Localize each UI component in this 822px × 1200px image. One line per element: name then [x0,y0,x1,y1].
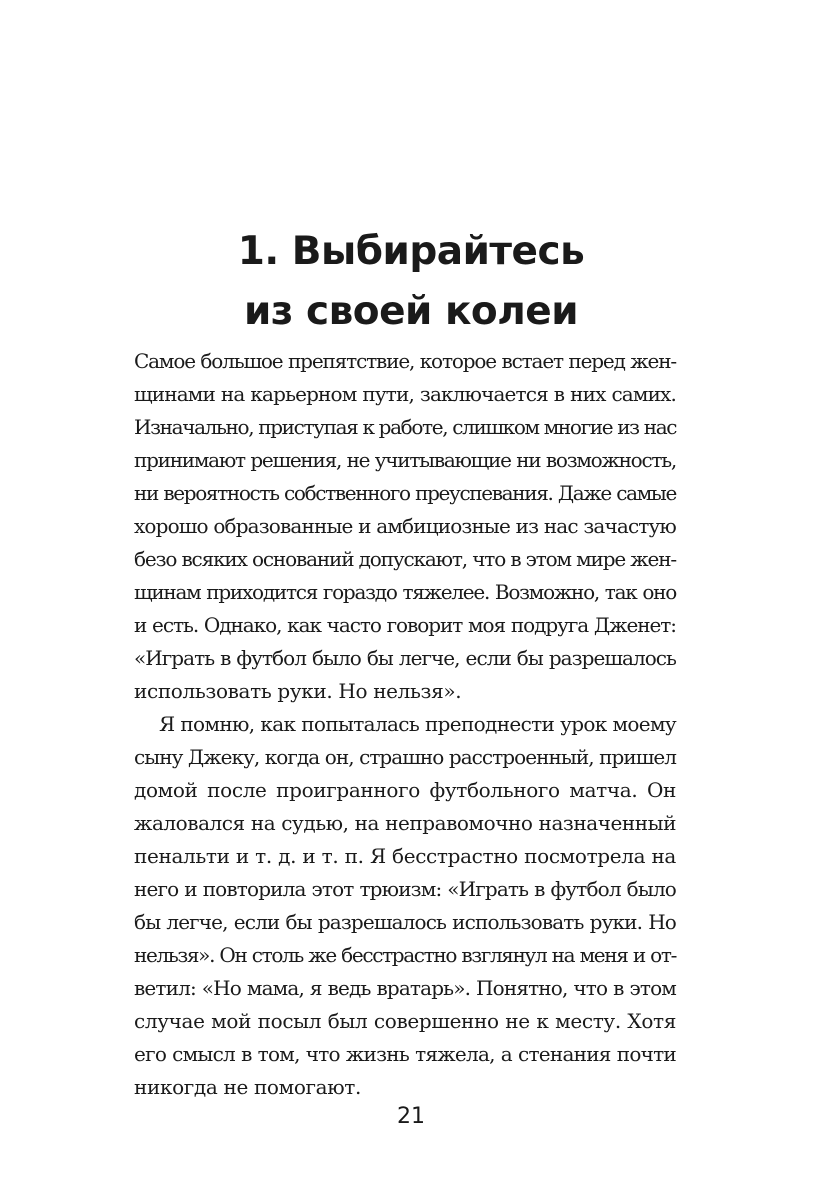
text-line: Самое большое препятствие, которое встает перед жен- [134,349,676,373]
chapter-title [0,222,822,342]
text-line: и есть. Однако, как часто говорит моя подруга Дженет: [134,613,676,637]
text-line: бы легче, если бы разрешалось использовать руки. Но [134,910,676,934]
text-line: Изначально, приступая к работе, слишком многие из нас [134,415,677,439]
body-text [134,345,676,1104]
text-line: нельзя». Он столь же бесстрастно взглянул на меня и от- [134,943,676,967]
text-line: домой после проигранного футбольного матча. Он [134,778,676,802]
text-line: жаловался на судью, на неправомочно назначенный [134,811,676,835]
chapter-title-line-2: из своей колеи [243,289,579,334]
text-line: никогда не помогают. [134,1075,362,1099]
text-line: пенальти и т. д. и т. п. Я бесстрастно посмотрела на [134,844,676,868]
paragraph-1 [134,345,676,708]
text-line: него и повторила этот трюизм: «Играть в футбол было [134,877,676,901]
text-line: сыну Джеку, когда он, страшно расстроенный, пришел [134,745,676,769]
text-line: безо всяких оснований допускают, что в этом мире жен- [134,547,676,571]
paragraph-2 [134,708,676,1104]
text-line: «Играть в футбол было бы легче, если бы разрешалось [134,646,676,670]
text-line: случае мой посыл был совершенно не к месту. Хотя [134,1009,676,1033]
text-line: щинам приходится гораздо тяжелее. Возможно, так оно [134,580,676,604]
text-line: ветил: «Но мама, я ведь вратарь». Понятно, что в этом [134,976,676,1000]
text-line: принимают решения, не учитывающие ни возможность, [134,448,676,472]
text-line: Я помню, как попыталась преподнести урок моему [159,712,676,736]
text-line: использовать руки. Но нельзя». [134,679,462,703]
text-line: ни вероятность собственного преуспевания. Даже самые [134,481,676,505]
page-number: 21 [397,1104,425,1129]
text-line: хорошо образованные и амбициозные из нас зачастую [134,514,676,538]
text-line: его смысл в том, что жизнь тяжела, а стенания почти [134,1042,676,1066]
text-line: щинами на карьерном пути, заключается в них самих. [134,382,676,406]
chapter-title-line-1: 1. Выбирайтесь [237,229,585,274]
